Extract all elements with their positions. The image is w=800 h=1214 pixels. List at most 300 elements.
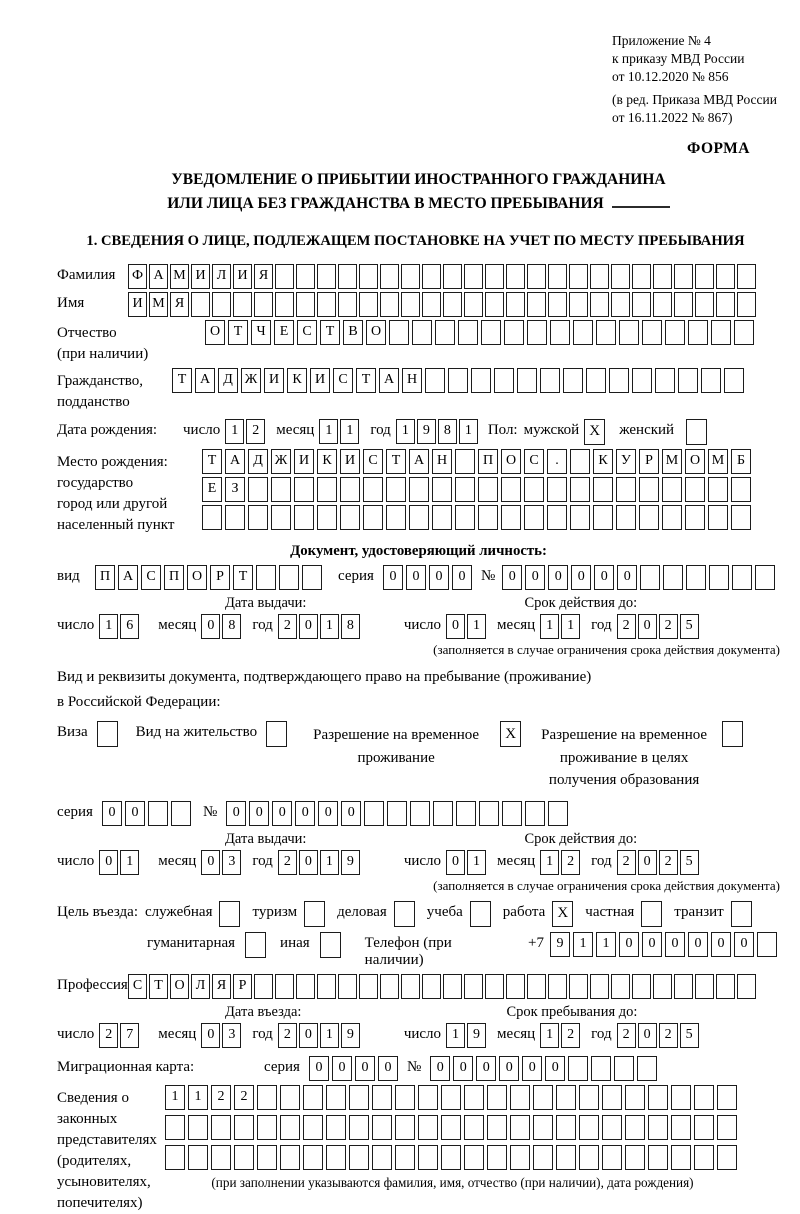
char-cell[interactable] [280, 1085, 300, 1110]
char-cell[interactable] [510, 1115, 530, 1140]
char-cell[interactable] [212, 292, 231, 317]
char-cell[interactable]: 0 [383, 565, 403, 590]
char-cell[interactable] [625, 1085, 645, 1110]
char-cell[interactable]: 2 [659, 614, 678, 639]
char-cell[interactable]: Н [432, 449, 452, 474]
char-cell[interactable] [724, 368, 744, 393]
char-cell[interactable]: 0 [711, 932, 731, 957]
char-cell[interactable]: 0 [430, 1056, 450, 1081]
char-cell[interactable] [257, 1085, 277, 1110]
char-cell[interactable]: 5 [680, 1023, 699, 1048]
char-cell[interactable] [556, 1145, 576, 1170]
char-cell[interactable] [504, 320, 524, 345]
char-cell[interactable]: М [662, 449, 682, 474]
char-cell[interactable]: 1 [320, 850, 339, 875]
char-cell[interactable]: 0 [502, 565, 522, 590]
char-cell[interactable] [165, 1145, 185, 1170]
char-cell[interactable] [695, 264, 714, 289]
char-cell[interactable] [303, 1145, 323, 1170]
char-cell[interactable] [757, 932, 777, 957]
char-cell[interactable]: 0 [665, 932, 685, 957]
char-cell[interactable] [569, 292, 588, 317]
char-cell[interactable] [234, 1145, 254, 1170]
char-cell[interactable] [533, 1145, 553, 1170]
char-cell[interactable]: 9 [467, 1023, 486, 1048]
char-cell[interactable]: И [128, 292, 147, 317]
char-cell[interactable]: 2 [99, 1023, 118, 1048]
char-cell[interactable] [590, 264, 609, 289]
char-cell[interactable] [506, 264, 525, 289]
char-cell[interactable]: 0 [272, 801, 292, 826]
char-cell[interactable] [694, 1085, 714, 1110]
char-cell[interactable] [257, 1115, 277, 1140]
char-cell[interactable]: О [501, 449, 521, 474]
char-cell[interactable]: О [170, 974, 189, 999]
purpose-tourism-checkbox[interactable] [304, 901, 325, 927]
char-cell[interactable] [317, 477, 337, 502]
char-cell[interactable] [418, 1115, 438, 1140]
char-cell[interactable] [386, 505, 406, 530]
char-cell[interactable] [717, 1145, 737, 1170]
char-cell[interactable]: 1 [320, 614, 339, 639]
char-cell[interactable] [271, 505, 291, 530]
char-cell[interactable] [548, 974, 567, 999]
char-cell[interactable] [389, 320, 409, 345]
char-cell[interactable]: А [149, 264, 168, 289]
char-cell[interactable]: З [225, 477, 245, 502]
char-cell[interactable]: С [363, 449, 383, 474]
char-cell[interactable]: 1 [120, 850, 139, 875]
char-cell[interactable] [372, 1085, 392, 1110]
char-cell[interactable] [632, 264, 651, 289]
char-cell[interactable] [422, 974, 441, 999]
char-cell[interactable] [254, 974, 273, 999]
char-cell[interactable] [455, 505, 475, 530]
char-cell[interactable]: 0 [226, 801, 246, 826]
char-cell[interactable] [632, 368, 652, 393]
char-cell[interactable] [271, 477, 291, 502]
char-cell[interactable] [280, 1145, 300, 1170]
char-cell[interactable] [685, 505, 705, 530]
char-cell[interactable] [422, 264, 441, 289]
char-cell[interactable]: 0 [201, 850, 220, 875]
char-cell[interactable] [648, 1085, 668, 1110]
char-cell[interactable]: 2 [659, 850, 678, 875]
purpose-official-checkbox[interactable] [219, 901, 240, 927]
char-cell[interactable] [619, 320, 639, 345]
char-cell[interactable]: Ф [128, 264, 147, 289]
char-cell[interactable]: 5 [680, 614, 699, 639]
char-cell[interactable] [372, 1145, 392, 1170]
char-cell[interactable]: К [317, 449, 337, 474]
purpose-other-checkbox[interactable] [320, 932, 341, 958]
char-cell[interactable] [387, 801, 407, 826]
char-cell[interactable]: 9 [550, 932, 570, 957]
char-cell[interactable] [510, 1085, 530, 1110]
char-cell[interactable] [556, 1115, 576, 1140]
char-cell[interactable] [165, 1115, 185, 1140]
char-cell[interactable]: 0 [406, 565, 426, 590]
char-cell[interactable]: Б [731, 449, 751, 474]
char-cell[interactable] [602, 1115, 622, 1140]
char-cell[interactable]: 8 [438, 419, 457, 444]
char-cell[interactable] [527, 292, 546, 317]
char-cell[interactable]: 1 [165, 1085, 185, 1110]
char-cell[interactable] [443, 292, 462, 317]
char-cell[interactable]: С [128, 974, 147, 999]
char-cell[interactable]: 0 [638, 1023, 657, 1048]
char-cell[interactable] [317, 505, 337, 530]
char-cell[interactable] [662, 505, 682, 530]
char-cell[interactable] [188, 1115, 208, 1140]
char-cell[interactable] [487, 1145, 507, 1170]
char-cell[interactable]: 7 [120, 1023, 139, 1048]
char-cell[interactable] [464, 1115, 484, 1140]
char-cell[interactable]: 3 [222, 1023, 241, 1048]
char-cell[interactable]: 0 [452, 565, 472, 590]
char-cell[interactable] [648, 1115, 668, 1140]
char-cell[interactable]: И [264, 368, 284, 393]
char-cell[interactable] [359, 264, 378, 289]
char-cell[interactable]: У [616, 449, 636, 474]
char-cell[interactable] [568, 1056, 588, 1081]
char-cell[interactable]: И [310, 368, 330, 393]
char-cell[interactable]: Т [356, 368, 376, 393]
char-cell[interactable] [717, 1085, 737, 1110]
char-cell[interactable] [478, 505, 498, 530]
char-cell[interactable] [602, 1085, 622, 1110]
char-cell[interactable] [533, 1085, 553, 1110]
char-cell[interactable] [401, 264, 420, 289]
char-cell[interactable] [548, 292, 567, 317]
char-cell[interactable] [171, 801, 191, 826]
char-cell[interactable] [640, 565, 660, 590]
char-cell[interactable] [485, 292, 504, 317]
char-cell[interactable] [602, 1145, 622, 1170]
char-cell[interactable]: 0 [446, 850, 465, 875]
char-cell[interactable] [737, 264, 756, 289]
char-cell[interactable] [527, 320, 547, 345]
char-cell[interactable]: 0 [249, 801, 269, 826]
char-cell[interactable] [662, 477, 682, 502]
char-cell[interactable] [547, 477, 567, 502]
char-cell[interactable]: 1 [467, 850, 486, 875]
char-cell[interactable] [586, 368, 606, 393]
char-cell[interactable] [380, 264, 399, 289]
char-cell[interactable]: Е [202, 477, 222, 502]
char-cell[interactable] [547, 505, 567, 530]
char-cell[interactable] [674, 292, 693, 317]
char-cell[interactable] [579, 1085, 599, 1110]
char-cell[interactable] [188, 1145, 208, 1170]
char-cell[interactable]: Т [228, 320, 248, 345]
char-cell[interactable] [701, 368, 721, 393]
char-cell[interactable]: Т [149, 974, 168, 999]
char-cell[interactable] [296, 264, 315, 289]
char-cell[interactable] [435, 320, 455, 345]
char-cell[interactable]: 0 [125, 801, 145, 826]
char-cell[interactable] [441, 1085, 461, 1110]
gender-male-checkbox[interactable]: X [584, 419, 605, 445]
char-cell[interactable]: 5 [680, 850, 699, 875]
char-cell[interactable] [418, 1145, 438, 1170]
char-cell[interactable]: П [95, 565, 115, 590]
char-cell[interactable]: 0 [201, 1023, 220, 1048]
char-cell[interactable] [317, 292, 336, 317]
char-cell[interactable] [734, 320, 754, 345]
char-cell[interactable]: С [333, 368, 353, 393]
char-cell[interactable] [317, 264, 336, 289]
char-cell[interactable]: 0 [446, 614, 465, 639]
char-cell[interactable]: А [195, 368, 215, 393]
char-cell[interactable] [464, 974, 483, 999]
char-cell[interactable]: Т [386, 449, 406, 474]
char-cell[interactable] [709, 565, 729, 590]
char-cell[interactable] [671, 1145, 691, 1170]
char-cell[interactable] [716, 974, 735, 999]
char-cell[interactable] [485, 974, 504, 999]
char-cell[interactable]: Д [218, 368, 238, 393]
char-cell[interactable] [665, 320, 685, 345]
char-cell[interactable]: И [294, 449, 314, 474]
char-cell[interactable] [380, 974, 399, 999]
char-cell[interactable] [418, 1085, 438, 1110]
char-cell[interactable]: Т [202, 449, 222, 474]
char-cell[interactable] [494, 368, 514, 393]
char-cell[interactable] [248, 477, 268, 502]
char-cell[interactable] [506, 974, 525, 999]
char-cell[interactable]: Я [170, 292, 189, 317]
char-cell[interactable] [395, 1115, 415, 1140]
char-cell[interactable] [302, 565, 322, 590]
char-cell[interactable] [410, 801, 430, 826]
char-cell[interactable] [694, 1115, 714, 1140]
char-cell[interactable]: Ж [271, 449, 291, 474]
char-cell[interactable] [632, 292, 651, 317]
char-cell[interactable] [655, 368, 675, 393]
char-cell[interactable] [593, 505, 613, 530]
char-cell[interactable]: 2 [278, 614, 297, 639]
char-cell[interactable]: 1 [319, 419, 338, 444]
char-cell[interactable] [639, 477, 659, 502]
char-cell[interactable] [716, 264, 735, 289]
char-cell[interactable]: И [340, 449, 360, 474]
char-cell[interactable]: 1 [573, 932, 593, 957]
char-cell[interactable] [717, 1115, 737, 1140]
char-cell[interactable]: Р [233, 974, 252, 999]
char-cell[interactable] [637, 1056, 657, 1081]
char-cell[interactable]: 9 [341, 1023, 360, 1048]
char-cell[interactable] [443, 264, 462, 289]
char-cell[interactable] [671, 1115, 691, 1140]
char-cell[interactable]: . [547, 449, 567, 474]
char-cell[interactable]: 1 [396, 419, 415, 444]
char-cell[interactable] [412, 320, 432, 345]
char-cell[interactable] [510, 1145, 530, 1170]
char-cell[interactable] [275, 264, 294, 289]
char-cell[interactable]: 1 [540, 614, 559, 639]
char-cell[interactable] [326, 1085, 346, 1110]
char-cell[interactable] [685, 477, 705, 502]
char-cell[interactable]: М [149, 292, 168, 317]
char-cell[interactable] [550, 320, 570, 345]
char-cell[interactable] [395, 1085, 415, 1110]
char-cell[interactable] [409, 505, 429, 530]
char-cell[interactable] [569, 974, 588, 999]
visa-checkbox[interactable] [97, 721, 118, 747]
char-cell[interactable] [755, 565, 775, 590]
char-cell[interactable]: Я [254, 264, 273, 289]
char-cell[interactable]: 1 [467, 614, 486, 639]
char-cell[interactable]: 0 [299, 850, 318, 875]
temporary-residence-education-checkbox[interactable] [722, 721, 743, 747]
char-cell[interactable]: А [118, 565, 138, 590]
char-cell[interactable] [464, 1145, 484, 1170]
char-cell[interactable] [611, 974, 630, 999]
char-cell[interactable]: 2 [659, 1023, 678, 1048]
char-cell[interactable] [616, 477, 636, 502]
char-cell[interactable]: Т [172, 368, 192, 393]
char-cell[interactable] [303, 1115, 323, 1140]
char-cell[interactable]: С [141, 565, 161, 590]
char-cell[interactable]: О [685, 449, 705, 474]
char-cell[interactable] [639, 505, 659, 530]
char-cell[interactable]: Т [233, 565, 253, 590]
char-cell[interactable]: 1 [99, 614, 118, 639]
char-cell[interactable]: 0 [571, 565, 591, 590]
char-cell[interactable] [501, 505, 521, 530]
char-cell[interactable] [671, 1085, 691, 1110]
char-cell[interactable]: 0 [548, 565, 568, 590]
char-cell[interactable]: 2 [278, 850, 297, 875]
char-cell[interactable]: 1 [225, 419, 244, 444]
char-cell[interactable]: О [187, 565, 207, 590]
char-cell[interactable] [234, 1115, 254, 1140]
char-cell[interactable] [711, 320, 731, 345]
char-cell[interactable] [432, 477, 452, 502]
char-cell[interactable] [632, 974, 651, 999]
char-cell[interactable]: 2 [617, 614, 636, 639]
char-cell[interactable]: 0 [525, 565, 545, 590]
char-cell[interactable] [674, 264, 693, 289]
char-cell[interactable]: 1 [446, 1023, 465, 1048]
char-cell[interactable] [248, 505, 268, 530]
char-cell[interactable] [363, 505, 383, 530]
char-cell[interactable] [456, 801, 476, 826]
char-cell[interactable] [349, 1145, 369, 1170]
char-cell[interactable]: О [205, 320, 225, 345]
char-cell[interactable]: Е [274, 320, 294, 345]
char-cell[interactable] [611, 264, 630, 289]
char-cell[interactable] [349, 1085, 369, 1110]
char-cell[interactable]: 0 [299, 1023, 318, 1048]
char-cell[interactable]: 1 [320, 1023, 339, 1048]
char-cell[interactable]: П [478, 449, 498, 474]
char-cell[interactable]: 1 [540, 850, 559, 875]
char-cell[interactable] [708, 477, 728, 502]
char-cell[interactable] [303, 1085, 323, 1110]
char-cell[interactable] [625, 1115, 645, 1140]
char-cell[interactable] [433, 801, 453, 826]
char-cell[interactable]: П [164, 565, 184, 590]
char-cell[interactable]: 0 [638, 614, 657, 639]
char-cell[interactable] [211, 1145, 231, 1170]
char-cell[interactable] [233, 292, 252, 317]
char-cell[interactable]: 0 [429, 565, 449, 590]
char-cell[interactable]: Р [210, 565, 230, 590]
char-cell[interactable]: 1 [340, 419, 359, 444]
char-cell[interactable] [625, 1145, 645, 1170]
char-cell[interactable] [340, 505, 360, 530]
char-cell[interactable] [464, 292, 483, 317]
char-cell[interactable] [464, 264, 483, 289]
char-cell[interactable] [527, 974, 546, 999]
char-cell[interactable] [275, 974, 294, 999]
char-cell[interactable] [359, 974, 378, 999]
char-cell[interactable] [556, 1085, 576, 1110]
char-cell[interactable]: 6 [120, 614, 139, 639]
char-cell[interactable] [570, 449, 590, 474]
char-cell[interactable]: Н [402, 368, 422, 393]
char-cell[interactable] [563, 368, 583, 393]
char-cell[interactable] [614, 1056, 634, 1081]
char-cell[interactable]: К [287, 368, 307, 393]
char-cell[interactable] [326, 1145, 346, 1170]
char-cell[interactable]: 0 [688, 932, 708, 957]
char-cell[interactable] [731, 505, 751, 530]
char-cell[interactable] [502, 801, 522, 826]
char-cell[interactable] [340, 477, 360, 502]
char-cell[interactable]: 1 [540, 1023, 559, 1048]
char-cell[interactable]: О [366, 320, 386, 345]
char-cell[interactable] [363, 477, 383, 502]
char-cell[interactable]: 0 [299, 614, 318, 639]
purpose-study-checkbox[interactable] [470, 901, 491, 927]
char-cell[interactable] [280, 1115, 300, 1140]
char-cell[interactable] [487, 1085, 507, 1110]
char-cell[interactable] [211, 1115, 231, 1140]
char-cell[interactable] [380, 292, 399, 317]
char-cell[interactable]: Р [639, 449, 659, 474]
char-cell[interactable] [372, 1115, 392, 1140]
char-cell[interactable] [455, 449, 475, 474]
char-cell[interactable] [395, 1145, 415, 1170]
char-cell[interactable] [695, 974, 714, 999]
char-cell[interactable] [326, 1115, 346, 1140]
char-cell[interactable] [349, 1115, 369, 1140]
char-cell[interactable]: 8 [222, 614, 241, 639]
char-cell[interactable] [732, 565, 752, 590]
char-cell[interactable]: 0 [522, 1056, 542, 1081]
char-cell[interactable] [573, 320, 593, 345]
char-cell[interactable] [478, 477, 498, 502]
char-cell[interactable]: 0 [476, 1056, 496, 1081]
char-cell[interactable]: 0 [378, 1056, 398, 1081]
char-cell[interactable] [737, 292, 756, 317]
char-cell[interactable] [591, 1056, 611, 1081]
char-cell[interactable] [425, 368, 445, 393]
char-cell[interactable]: Л [191, 974, 210, 999]
char-cell[interactable]: 0 [341, 801, 361, 826]
char-cell[interactable] [432, 505, 452, 530]
char-cell[interactable] [686, 565, 706, 590]
char-cell[interactable]: 0 [102, 801, 122, 826]
char-cell[interactable]: 0 [318, 801, 338, 826]
char-cell[interactable]: 2 [561, 850, 580, 875]
char-cell[interactable]: 0 [295, 801, 315, 826]
char-cell[interactable]: К [593, 449, 613, 474]
char-cell[interactable] [279, 565, 299, 590]
